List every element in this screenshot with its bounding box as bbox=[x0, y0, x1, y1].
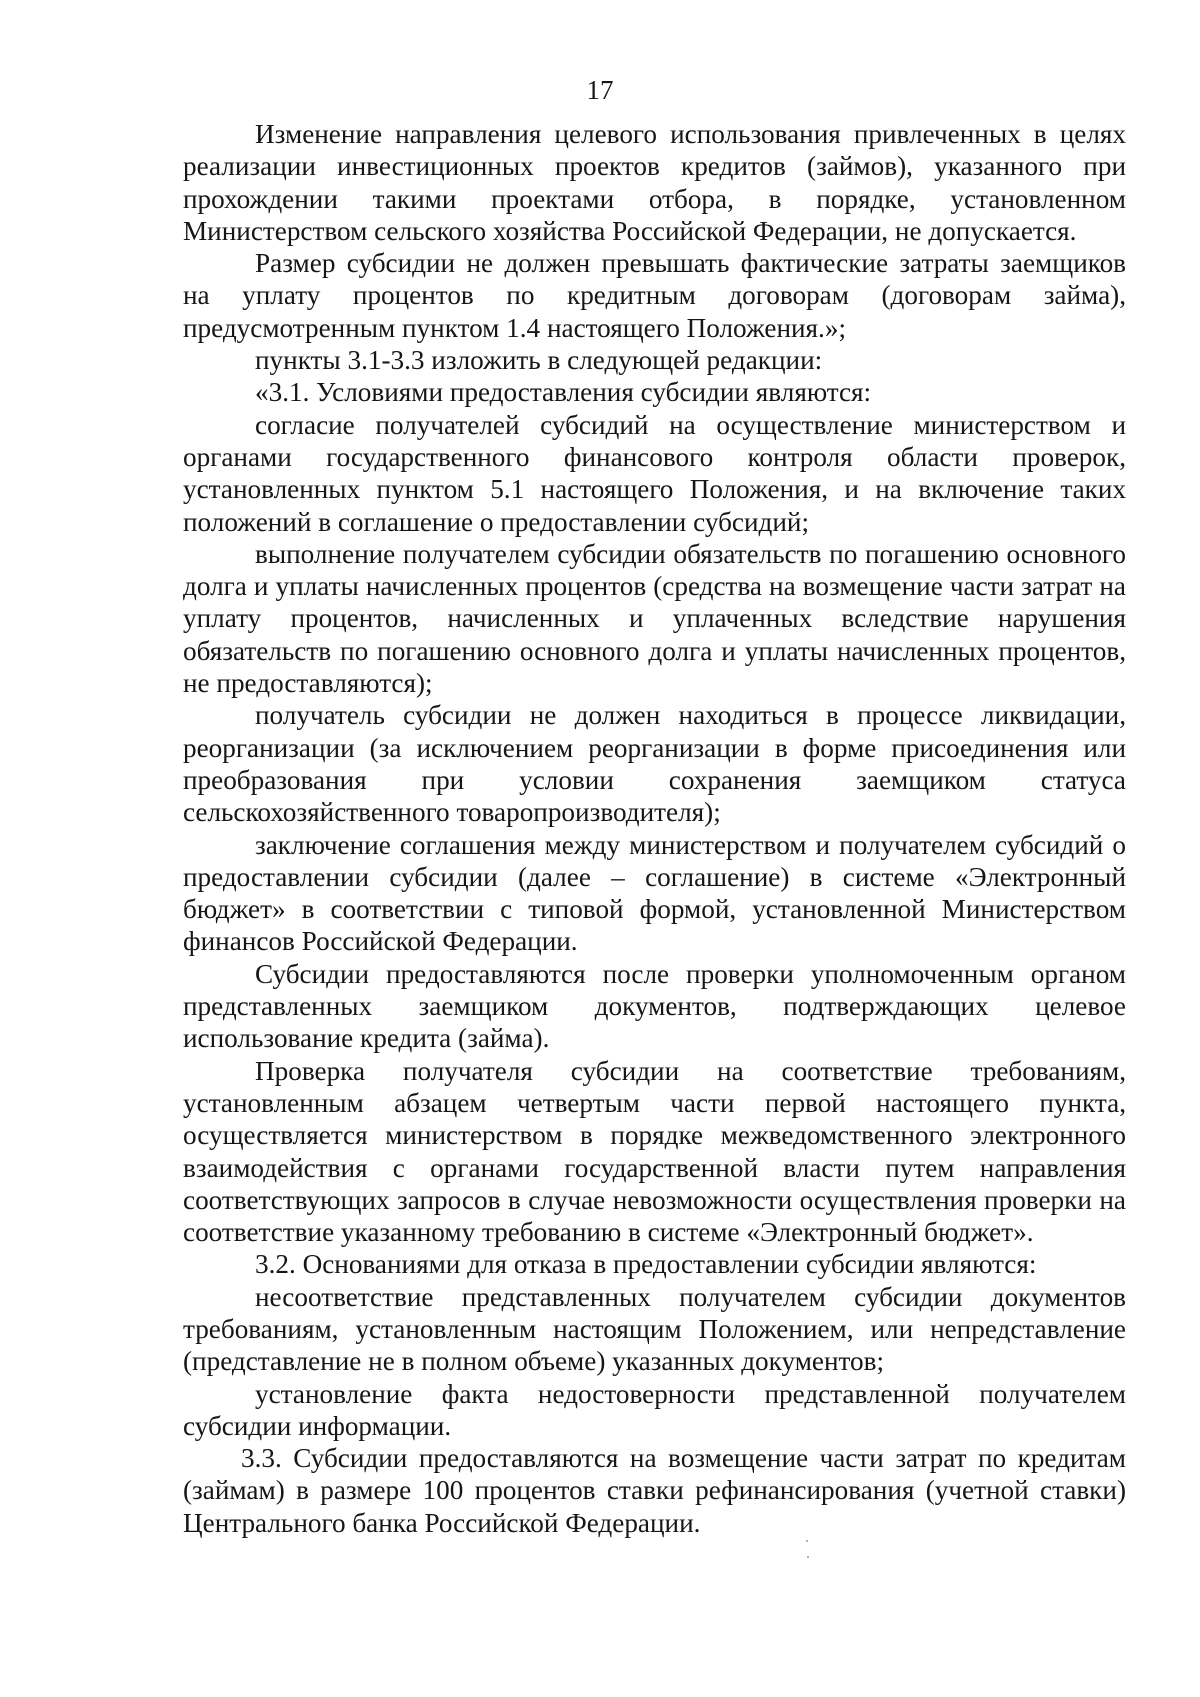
paragraph: Субсидии предоставляются после проверки уполномоченным органом представленных заемщиком документов, подтверждающих целевое использование кредита (займа). bbox=[183, 958, 1126, 1054]
paragraph: получатель субсидии не должен находиться в процессе ликвидации, реорганизации (за исключением реорганизации в форме присоединения или преобразования при условии сохранения заемщиком статуса сельскохозяйственного товаропроизводителя); bbox=[183, 700, 1126, 828]
paragraph: пункты 3.1-3.3 изложить в следующей редакции: bbox=[255, 345, 823, 376]
paragraph: несоответствие представленных получателем субсидии документов требованиям, установленным настоящим Положением, или непредставление (представление не в полном объеме) указанных документов; bbox=[183, 1281, 1126, 1377]
paragraph: 3.3. Субсидии предоставляются на возмещение части затрат по кредитам (займам) в размере 100 процентов ставки рефинансирования (учетной ставки) Центрального банка Российской Федерации. bbox=[183, 1443, 1126, 1538]
paragraph: «3.1. Условиями предоставления субсидии являются: bbox=[255, 377, 872, 408]
paragraph: согласие получателей субсидий на осуществление министерством и органами государственного финансового контроля области проверок, установленных пунктом 5.1 настоящего Положения, и на включение таких положений в соглашение о предоставлении субсидий; bbox=[183, 409, 1126, 537]
paragraph: Размер субсидии не должен превышать фактические затраты заемщиков на уплату процентов по кредитным договорам (договорам займа), предусмотренным пунктом 1.4 настоящего Положения.»; bbox=[183, 248, 1126, 343]
paragraph: 3.2. Основаниями для отказа в предоставлении субсидии являются: bbox=[255, 1249, 1037, 1280]
scan-speck bbox=[807, 1556, 809, 1558]
paragraph: выполнение получателем субсидии обязательств по погашению основного долга и уплаты начисленных процентов (средства на возмещение части затрат на уплату процентов, начисленных и уплаченных вследствие нарушения обязательств по погашению основного долга и уплаты начисленных процентов, не предоставляются); bbox=[183, 538, 1126, 699]
document-body bbox=[183, 118, 1126, 1539]
page-number: 17 bbox=[586, 75, 614, 105]
paragraph: Изменение направления целевого использования привлеченных в целях реализации инвестиционных проектов кредитов (займов), указанного при прохождении такими проектами отбора, в порядке, установленном Министерством сельского хозяйства Российской Федерации, не допускается. bbox=[183, 119, 1126, 246]
paragraph: Проверка получателя субсидии на соответствие требованиям, установленным абзацем четвертым части первой настоящего пункта, осуществляется министерством в порядке межведомственного электронного взаимодействия с органами государственной власти путем направления соответствующих запросов в случае невозможности осуществления проверки на соответствие указанному требованию в системе «Электронный бюджет». bbox=[183, 1055, 1126, 1248]
scan-speck bbox=[806, 1540, 808, 1542]
paragraph: установление факта недостоверности представленной получателем субсидии информации. bbox=[183, 1378, 1126, 1441]
paragraph: заключение соглашения между министерством и получателем субсидий о предоставлении субсидии (далее – соглашение) в системе «Электронный бюджет» в соответствии с типовой формой, установленной Министерством финансов Российской Федерации. bbox=[183, 829, 1126, 957]
